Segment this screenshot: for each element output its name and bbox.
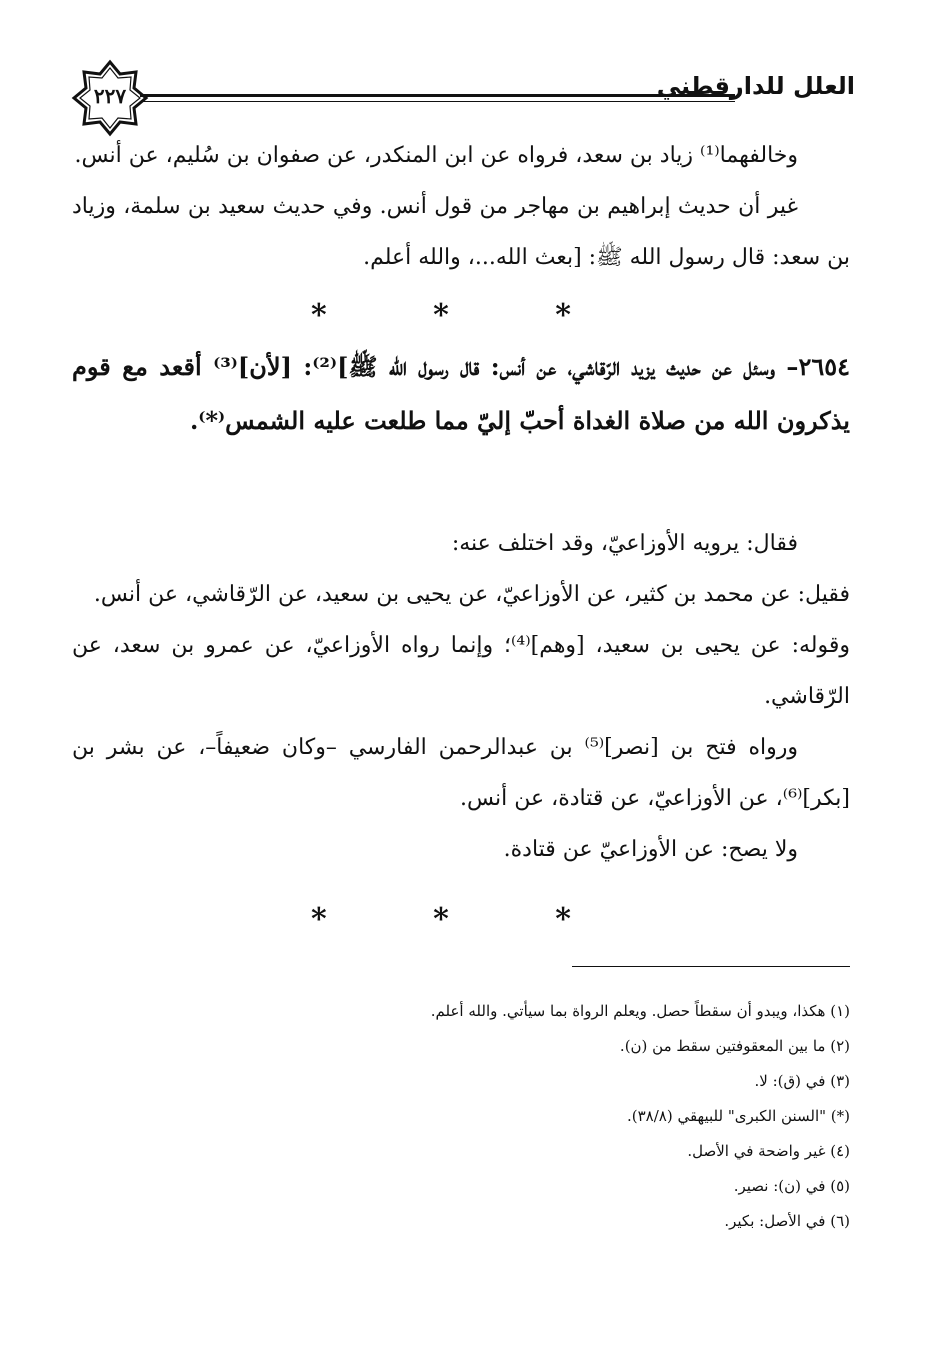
- continued-section: [72, 130, 850, 283]
- paragraph: ولا يصح: عن الأوزاعيّ عن قتادة.: [503, 837, 798, 862]
- footnote: (١) هكذا، ويبدو أن سقطاً حصل. ويعلم الرواة بما سيأتي. والله أعلم.: [430, 1002, 850, 1020]
- page-number-badge: [70, 58, 150, 138]
- header-rule-thin: [140, 101, 735, 102]
- paragraph: وخالفهما⁽¹⁾ زياد بن سعد، فرواه عن ابن المنكدر، عن صفوان بن سُليم، عن أنس.: [74, 143, 798, 168]
- footnotes: [150, 994, 850, 1239]
- footnote: (٤) غير واضحة في الأصل.: [687, 1142, 850, 1160]
- section-separator: * * *: [311, 298, 619, 333]
- paragraph: فقال: يرويه الأوزاعيّ، وقد اختلف عنه:: [451, 531, 798, 556]
- footnote-separator: [572, 966, 850, 967]
- footnote: (٣) في (ق): لا.: [754, 1072, 850, 1090]
- page-number: ٢٢٧: [93, 84, 127, 108]
- footnote: (٦) في الأصل: بكير.: [724, 1212, 850, 1230]
- footnote: (*) "السنن الكبرى" للبيهقي (٣٨/٨).: [626, 1107, 850, 1125]
- footnote: (٢) ما بين المعقوفتين سقط من (ن).: [619, 1037, 850, 1055]
- page-header: [70, 58, 855, 138]
- question-heading: [72, 340, 850, 448]
- question-text: ٢٦٥٤– وسئل عن حديث يزيد الرّقاشي، عن أنس: قال رسول الله ﷺ]⁽²⁾: [لأن]⁽³⁾ أقعد مع قوم يذكرون الله من صلاة الغداة أحبّ إليّ مما طلعت عليه الشمس⁽*⁾.: [72, 352, 850, 435]
- paragraph: غير أن حديث إبراهيم بن مهاجر من قول أنس. وفي حديث سعيد بن سلمة، وزياد بن سعد: قال رسول الله ﷺ: [بعث الله...، والله أعلم.: [72, 194, 850, 270]
- paragraph: وقوله: عن يحيى بن سعيد، [وهم]⁽⁴⁾؛ وإنما رواه الأوزاعيّ، عن عمرو بن سعد، عن الرّقاشي.: [72, 633, 850, 709]
- footnote: (٥) في (ن): نصير.: [733, 1177, 850, 1195]
- answer-section: [72, 518, 850, 875]
- paragraph: ورواه فتح بن [نصر]⁽⁵⁾ بن عبدالرحمن الفارسي –وكان ضعيفاً–، عن بشر بن [بكر]⁽⁶⁾، عن الأوزاعيّ، عن قتادة، عن أنس.: [72, 735, 850, 811]
- book-title: العلل للدارقطني: [656, 72, 855, 100]
- section-separator: * * *: [311, 902, 619, 937]
- header-rule-thick: [140, 94, 735, 97]
- paragraph: فقيل: عن محمد بن كثير، عن الأوزاعيّ، عن يحيى بن سعيد، عن الرّقاشي، عن أنس.: [93, 582, 850, 607]
